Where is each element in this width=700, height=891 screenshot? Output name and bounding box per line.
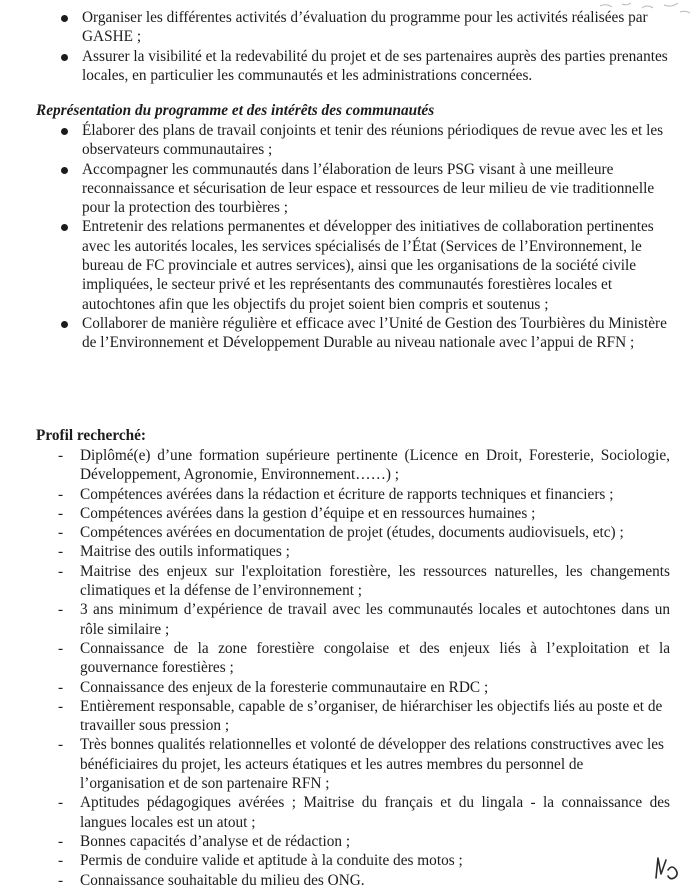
representation-bullet-list <box>60 121 678 353</box>
list-item: Organiser les différentes activités d’évaluation du programme pour les activités réalisées par GASHE ; <box>60 8 678 47</box>
list-item: Accompagner les communautés dans l’élaboration de leurs PSG visant à une meilleure reconnaissance et sécurisation de leur espace et ressources de leur milieu de vie traditionnelle pour la protection des tourbières ; <box>60 160 678 218</box>
top-bullet-list <box>60 8 678 85</box>
list-item: Collaborer de manière régulière et efficace avec l’Unité de Gestion des Tourbières du Ministère de l’Environnement et Développement Durable au niveau nationale avec l’appui de RFN ; <box>60 314 678 353</box>
list-item: - Maitrise des outils informatiques ; <box>58 542 670 561</box>
list-item: - Bonnes capacités d’analyse et de rédaction ; <box>58 832 670 851</box>
handwritten-initials <box>652 852 688 882</box>
list-item: - Connaissance des enjeux de la foresterie communautaire en RDC ; <box>58 678 670 697</box>
list-item: - 3 ans minimum d’expérience de travail avec les communautés locales et autochtones dans un rôle similaire ; <box>58 600 670 639</box>
list-item: - Compétences avérées dans la gestion d’équipe et en ressources humaines ; <box>58 504 670 523</box>
list-item: - Maitrise des enjeux sur l'exploitation forestière, les ressources naturelles, les changements climatiques et la défense de l’environnement ; <box>58 562 670 601</box>
list-item: - Aptitudes pédagogiques avérées ; Maitrise du français et du lingala - la connaissance des langues locales est un atout ; <box>58 793 670 832</box>
list-item: Élaborer des plans de travail conjoints et tenir des réunions périodiques de revue avec les et les observateurs communautaires ; <box>60 121 678 160</box>
list-item: - Compétences avérées dans la rédaction et écriture de rapports techniques et financiers ; <box>58 485 670 504</box>
list-item: Entretenir des relations permanentes et développer des initiatives de collaboration pertinentes avec les autorités locales, les services spécialisés de l’État (Services de l’Environnement, le bureau de FC provinciale et autres services), ainsi que les organisations de la société civile impliquées, le secteur privé et les représentants des communautés forestières locales et autochtones afin que les objectifs du projet soient bien compris et soutenus ; <box>60 217 678 313</box>
list-item: - Compétences avérées en documentation de projet (études, documents audiovisuels, etc) ; <box>58 523 670 542</box>
list-item: - Connaissance souhaitable du milieu des ONG. <box>58 871 670 890</box>
profil-dash-list <box>58 446 670 890</box>
list-item: - Diplômé(e) d’une formation supérieure pertinente (Licence en Droit, Foresterie, Sociologie, Développement, Agronomie, Environnement……) ; <box>58 446 670 485</box>
list-item: - Connaissance de la zone forestière congolaise et des enjeux liés à l’exploitation et la gouvernance forestières ; <box>58 639 670 678</box>
list-item: Assurer la visibilité et la redevabilité du projet et de ses partenaires auprès des parties prenantes locales, en particulier les communautés et les administrations concernées. <box>60 47 678 86</box>
section-heading-profil: Profil recherché: <box>36 427 147 444</box>
section-heading-representation: Représentation du programme et des intérêts des communautés <box>36 102 435 119</box>
list-item: - Très bonnes qualités relationnelles et volonté de développer des relations constructives avec les bénéficiaires du projet, les acteurs étatiques et les autres membres du personnel de l’organisation et de son partenaire RFN ; <box>58 735 670 793</box>
list-item: - Entièrement responsable, capable de s’organiser, de hiérarchiser les objectifs liés au poste et de travailler sous pression ; <box>58 697 670 736</box>
list-item: - Permis de conduire valide et aptitude à la conduite des motos ; <box>58 851 670 870</box>
